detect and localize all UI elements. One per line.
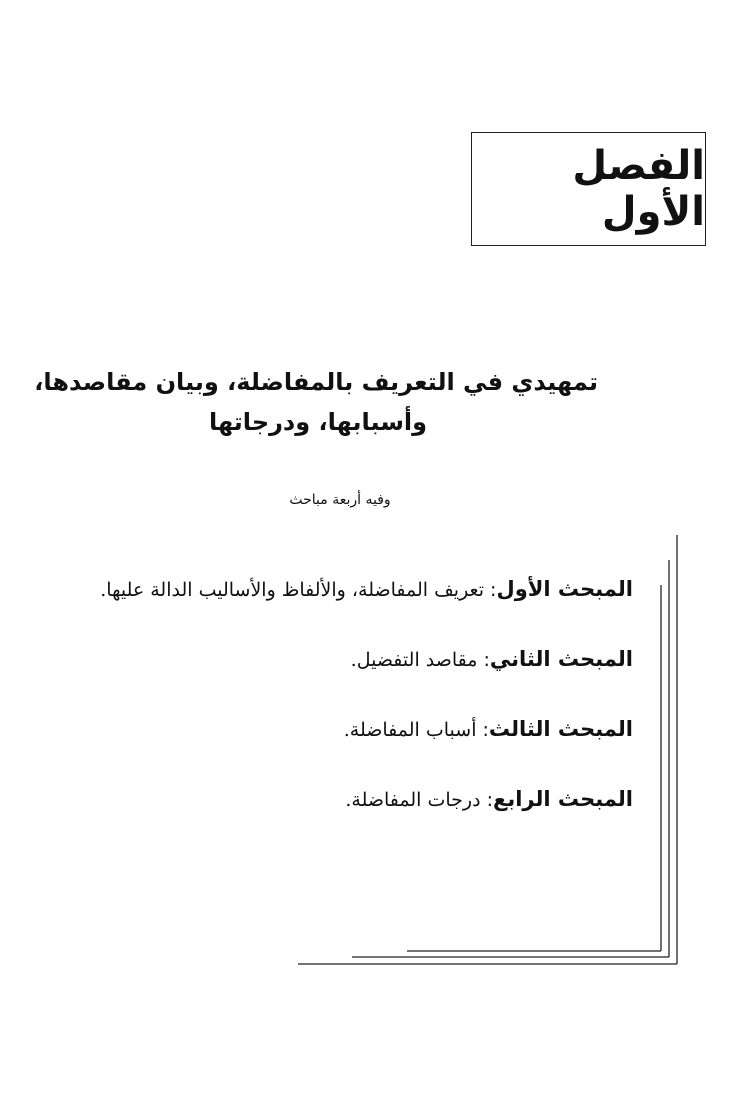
intro-note: وفيه أربعة مباحث bbox=[289, 492, 391, 508]
section-label: المبحث الثالث bbox=[488, 717, 633, 741]
section-label: المبحث الأول bbox=[496, 577, 633, 601]
section-label: المبحث الرابع bbox=[493, 787, 633, 811]
section-label: المبحث الثاني bbox=[489, 647, 633, 671]
section-text: تعريف المفاضلة، والألفاظ والأساليب الدالة عليها. bbox=[100, 579, 485, 601]
section-text: مقاصد التفضيل. bbox=[350, 649, 478, 671]
section-separator: : bbox=[480, 789, 493, 811]
section-text: درجات المفاضلة. bbox=[345, 789, 481, 811]
section-separator: : bbox=[484, 579, 497, 601]
section-separator: : bbox=[476, 719, 489, 741]
subtitle-line-1: تمهيدي في التعريف بالمفاضلة، وبيان مقاصدها، bbox=[34, 368, 598, 396]
chapter-title: الفصل الأول bbox=[572, 143, 705, 235]
subtitle-line-2: وأسبابها، ودرجاتها bbox=[208, 408, 428, 436]
section-separator: : bbox=[477, 649, 490, 671]
section-text: أسباب المفاضلة. bbox=[343, 719, 477, 741]
